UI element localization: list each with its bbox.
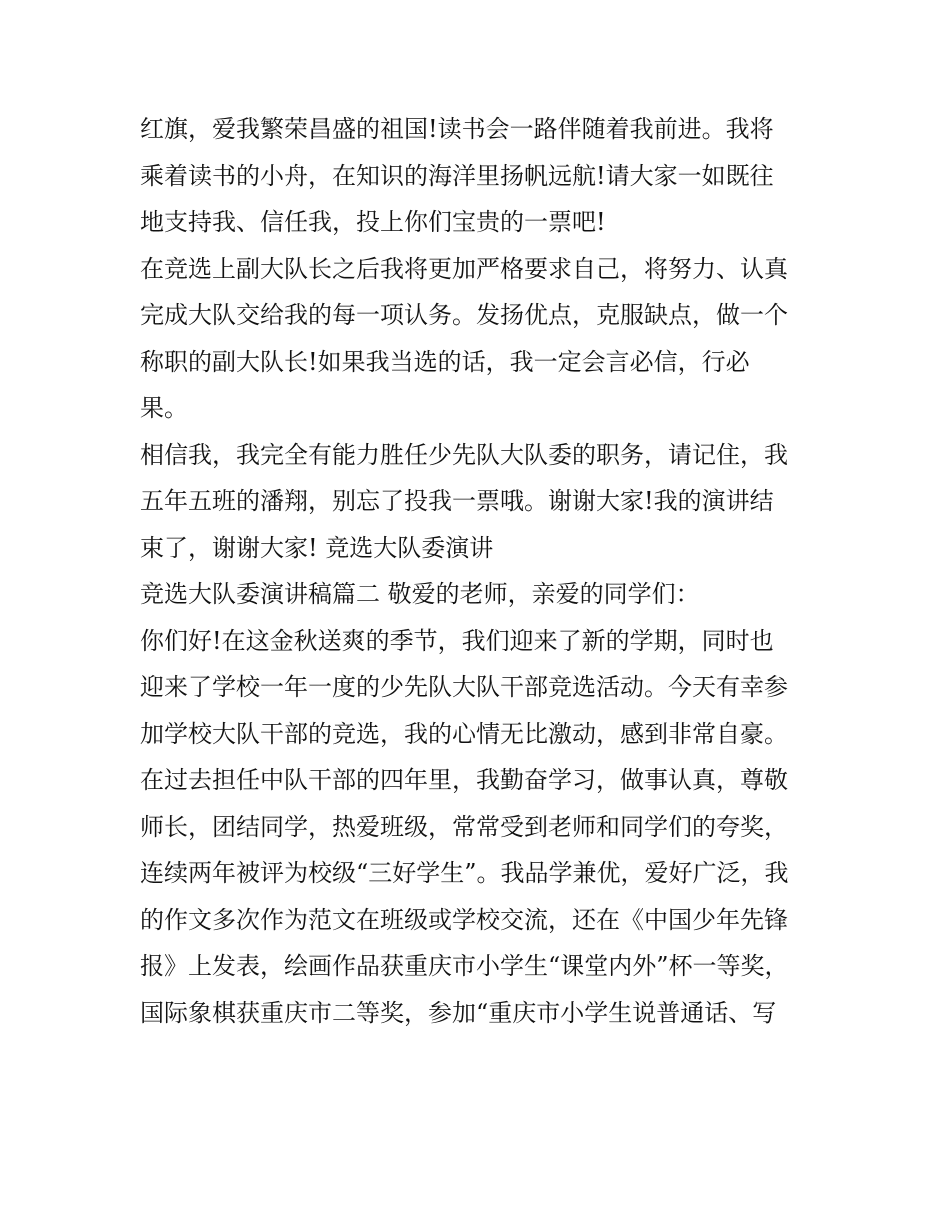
text-line: 师长，团结同学，热爱班级，常常受到老师和同学们的夸奖，: [140, 812, 788, 841]
text-line: 乘着读书的小舟，在知识的海洋里扬帆远航!请大家一如既往: [140, 161, 774, 190]
text-line: 连续两年被评为校级“三好学生”。我品学兼优，爱好广泛，我: [140, 859, 789, 887]
text-line: 在过去担任中队干部的四年里，我勤奋学习，做事认真，尊敬: [140, 766, 788, 794]
text-line: 你们好!在这金秋送爽的季节，我们迎来了新的学期，同时也: [140, 626, 774, 655]
text-line: 五年五班的潘翔，别忘了投我一票哦。谢谢大家!我的演讲结: [140, 487, 774, 515]
text-line: 的作文多次作为范文在班级或学校交流，还在《中国少年先锋: [140, 905, 788, 934]
text-line: 称职的副大队长!如果我当选的话，我一定会言必信，行必: [140, 347, 750, 376]
document-body: [140, 106, 830, 1036]
text-line: 地支持我、信任我，投上你们宝贵的一票吧!: [140, 208, 606, 236]
text-line: 报》上发表，绘画作品获重庆市小学生“课堂内外”杯一等奖，: [140, 952, 789, 980]
text-line: 在竞选上副大队长之后我将更加严格要求自己，将努力、认真: [140, 254, 788, 283]
text-line: 红旗，爱我繁荣昌盛的祖国!读书会一路伴随着我前进。我将: [140, 115, 774, 143]
text-line: 果。: [140, 394, 188, 422]
text-line: 国际象棋获重庆市二等奖，参加“重庆市小学生说普通话、写: [140, 998, 777, 1027]
text-line: 相信我，我完全有能力胜任少先队大队委的职务，请记住，我: [140, 440, 788, 469]
text-line: 加学校大队干部的竞选，我的心情无比激动，感到非常自豪。: [140, 719, 788, 748]
text-line: 束了，谢谢大家! 竞选大队委演讲: [140, 533, 494, 562]
text-line: 竞选大队委演讲稿篇二 敬爱的老师，亲爱的同学们：: [140, 580, 700, 608]
text-line: 迎来了学校一年一度的少先队大队干部竞选活动。今天有幸参: [140, 673, 788, 701]
text-line: 完成大队交给我的每一项认务。发扬优点，克服缺点，做一个: [140, 301, 788, 329]
